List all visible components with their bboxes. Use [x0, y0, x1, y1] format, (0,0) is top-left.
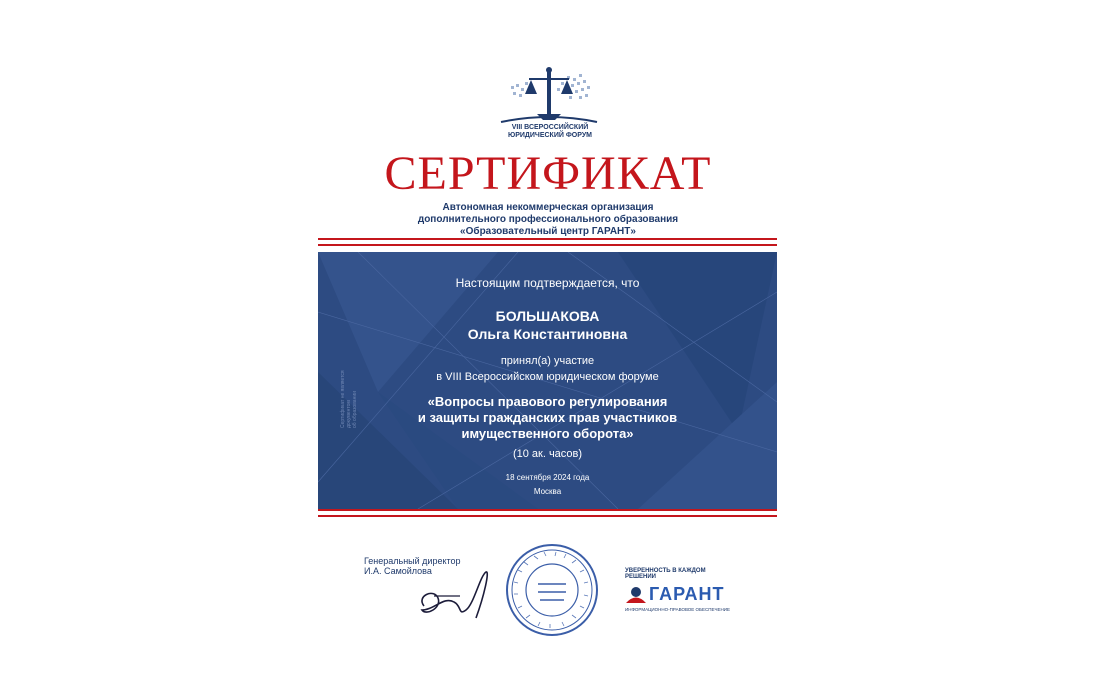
- confirm-text: Настоящим подтверждается, что: [455, 276, 640, 290]
- certificate-panel: [318, 252, 777, 509]
- side-note-line3: об образовании: [352, 391, 358, 428]
- director-title: Генеральный директор: [364, 556, 461, 566]
- organization-line2: дополнительного профессионального образования: [417, 214, 679, 225]
- top-red-stripes: [318, 238, 777, 252]
- organization-name: [318, 202, 778, 238]
- topic-line3: имущественного оборота»: [461, 426, 634, 441]
- forum-caption: [470, 124, 630, 140]
- organization-line3: «Образовательный центр ГАРАНТ»: [460, 226, 636, 237]
- director-name: И.А. Самойлова: [364, 566, 432, 576]
- city-text: Москва: [533, 487, 562, 496]
- forum-caption-line2: ЮРИДИЧЕСКИЙ ФОРУМ: [507, 132, 593, 139]
- forum-topic: [318, 394, 777, 442]
- topic-line1: «Вопросы правового регулирования: [427, 394, 668, 409]
- bottom-red-stripes: [318, 509, 777, 523]
- garant-subtitle: ИНФОРМАЦИОННО-ПРАВОВОЕ ОБЕСПЕЧЕНИЕ: [625, 607, 730, 612]
- garant-logo: [625, 568, 735, 612]
- date-text: 18 сентября 2024 года: [505, 473, 590, 482]
- forum-text: в VIII Всероссийском юридическом форуме: [436, 371, 659, 383]
- signature-icon: [414, 566, 504, 626]
- recipient-name: Ольга Константиновна: [467, 326, 628, 342]
- garant-slogan: УВЕРЕННОСТЬ В КАЖДОМ РЕШЕНИИ: [625, 568, 706, 580]
- side-note-line2: документом: [346, 400, 352, 428]
- side-note-line1: Сертификат не является: [340, 370, 346, 428]
- took-part-text: принял(а) участие: [500, 355, 595, 367]
- garant-brand: ГАРАНТ: [649, 584, 725, 604]
- topic-line2: и защиты гражданских прав участников: [417, 410, 678, 425]
- hours-text: (10 ак. часов): [512, 448, 583, 460]
- page-title: СЕРТИФИКАТ: [384, 147, 712, 200]
- recipient-surname: БОЛЬШАКОВА: [495, 308, 600, 324]
- stamp-icon: [504, 542, 600, 638]
- garant-mark-icon: [625, 586, 647, 604]
- organization-line1: Автономная некоммерческая организация: [442, 202, 654, 213]
- forum-caption-line1: VIII ВСЕРОССИЙСКИЙ: [511, 124, 589, 131]
